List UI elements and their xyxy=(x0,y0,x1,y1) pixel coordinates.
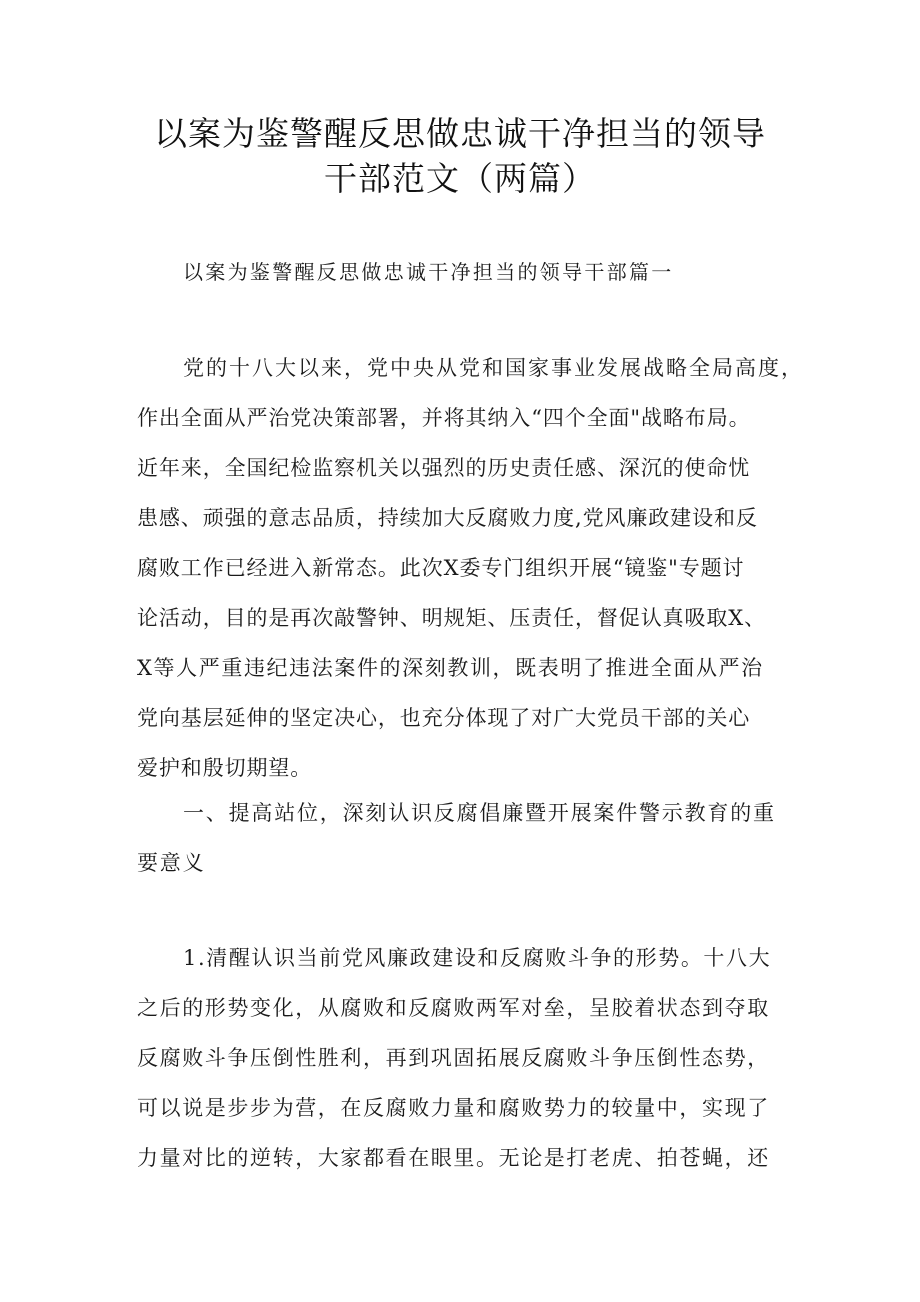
paragraph-1-line: 党的十八大以来，党中央从党和国家事业发展战略全局高度， xyxy=(183,356,804,380)
paragraph-1-line: 患感、顽强的意志品质，持续加大反腐败力度,党风廉政建设和反 xyxy=(137,506,758,530)
paragraph-2-line: 1.清醒认识当前党风廉政建设和反腐败斗争的形势。十八大 xyxy=(183,946,772,970)
paragraph-1-line: 爱护和殷切期望。 xyxy=(137,756,313,780)
heading-1-line: 要意义 xyxy=(137,851,206,875)
paragraph-1-line: 党向基层延伸的坚定决心，也充分体现了对广大党员干部的关心 xyxy=(137,706,751,730)
document-title-line-2: 干部范文（两篇） xyxy=(324,159,596,198)
heading-1-line: 一、提高站位，深刻认识反腐倡廉暨开展案件警示教育的重 xyxy=(183,801,776,825)
paragraph-2-line: 可以说是步步为营，在反腐败力量和腐败势力的较量中，实现了 xyxy=(137,1096,770,1120)
document-title-line-1: 以案为鉴警醒反思做忠诚干净担当的领导 xyxy=(154,114,766,153)
paragraph-2-line: 力量对比的逆转，大家都看在眼里。无论是打老虎、拍苍蝇，还 xyxy=(137,1146,770,1170)
paragraph-1-line: 作出全面从严治党决策部署，并将其纳入“四个全面"战略布局。 xyxy=(137,406,751,430)
paragraph-1-line: 腐败工作已经进入新常态。此次X委专门组织开展“镜鉴"专题讨 xyxy=(137,556,745,580)
section-subtitle: 以案为鉴警醒反思做忠诚干净担当的领导干部篇一 xyxy=(183,260,674,284)
paragraph-1-line: 近年来，全国纪检监察机关以强烈的历史责任感、深沉的使命忧 xyxy=(137,456,751,480)
paragraph-2-line: 之后的形势变化，从腐败和反腐败两军对垒，呈胶着状态到夺取 xyxy=(137,996,770,1020)
paragraph-1-line: 论活动，目的是再次敲警钟、明规矩、压责任，督促认真吸取X、 xyxy=(137,606,767,630)
paragraph-1-line: X等人严重违纪违法案件的深刻教训，既表明了推进全面从严治 xyxy=(137,656,764,680)
paragraph-2-line: 反腐败斗争压倒性胜利，再到巩固拓展反腐败斗争压倒性态势， xyxy=(137,1046,770,1070)
